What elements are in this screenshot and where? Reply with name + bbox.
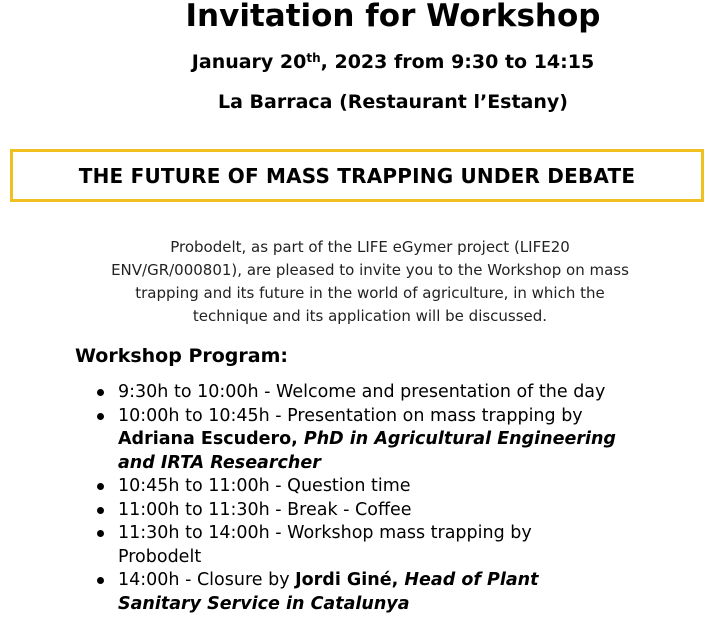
- speaker-role-continued: Sanitary Service in Catalunya: [118, 593, 410, 614]
- speaker-role: Head of Plant: [404, 570, 539, 590]
- program-item-text-continued: Probodelt: [118, 546, 202, 567]
- intro-line: technique and its application will be discussed.: [192, 307, 548, 325]
- program-item-text: 10:45h to 11:00h - Question time: [118, 476, 411, 496]
- intro-line: Probodelt, as part of the LIFE eGymer project (LIFE20: [170, 238, 570, 256]
- program-item: [94, 381, 694, 405]
- bullet-icon: [97, 507, 104, 514]
- program-list: [94, 381, 694, 616]
- bullet-icon: [97, 483, 104, 490]
- intro-paragraph: [66, 236, 674, 328]
- program-heading: Workshop Program:: [75, 345, 288, 367]
- program-item: [94, 499, 694, 523]
- program-item-text: 9:30h to 10:00h - Welcome and presentation of the day: [118, 382, 606, 402]
- page-title: Invitation for Workshop: [185, 0, 601, 34]
- event-venue: La Barraca (Restaurant l’Estany): [218, 91, 568, 113]
- event-date-main: January 20: [191, 51, 307, 73]
- speaker-role-continued: and IRTA Researcher: [118, 452, 321, 473]
- intro-line: ENV/GR/000801), are pleased to invite you to the Workshop on mass: [111, 261, 629, 279]
- speaker-name: Jordi Giné: [295, 570, 392, 590]
- program-item-text: 11:30h to 14:00h - Workshop mass trapping by: [118, 523, 532, 543]
- bullet-icon: [97, 413, 104, 420]
- topic-banner: [10, 149, 704, 202]
- speaker-role: PhD in Agricultural Engineering: [303, 429, 616, 449]
- program-item-text: 10:00h to 10:45h - Presentation on mass trapping by: [118, 405, 583, 426]
- event-date-time: , 2023 from 9:30 to 14:15: [320, 51, 595, 73]
- bullet-icon: [97, 389, 104, 396]
- topic-banner-text: THE FUTURE OF MASS TRAPPING UNDER DEBATE: [78, 163, 636, 188]
- bullet-icon: [97, 577, 104, 584]
- bullet-icon: [97, 530, 104, 537]
- event-date-ordinal: th: [306, 51, 321, 65]
- speaker-name: Adriana Escudero: [118, 429, 292, 449]
- program-item: [94, 522, 694, 569]
- intro-line: trapping and its future in the world of agriculture, in which the: [135, 284, 605, 302]
- program-item: [94, 475, 694, 499]
- event-date: [0, 48, 724, 76]
- program-item-text: 11:00h to 11:30h - Break - Coffee: [118, 499, 412, 520]
- program-speaker-line: Adriana Escudero, PhD in Agricultural Engineering: [118, 429, 616, 449]
- program-item-text: 14:00h - Closure by Jordi Giné, Head of Plant: [118, 570, 539, 590]
- program-item: [94, 569, 694, 616]
- program-item: [94, 405, 694, 476]
